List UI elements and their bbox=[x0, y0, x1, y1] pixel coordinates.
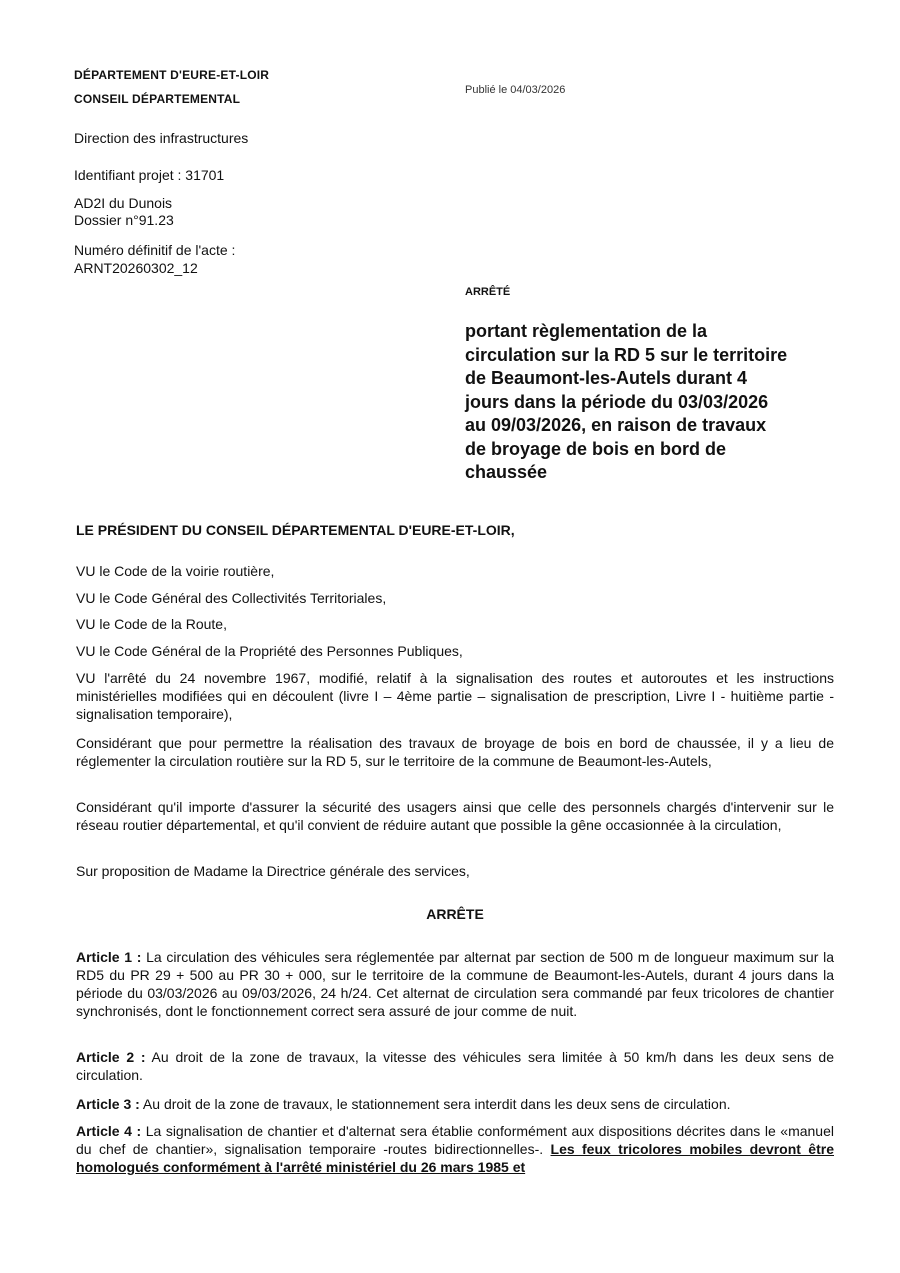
article-3 bbox=[76, 1095, 834, 1113]
proposition-item: Sur proposition de Madame la Directrice générale des services, bbox=[76, 863, 470, 879]
arrete-heading: ARRÊTE bbox=[426, 906, 484, 922]
president-heading: LE PRÉSIDENT DU CONSEIL DÉPARTEMENTAL D'EURE-ET-LOIR, bbox=[76, 522, 515, 538]
title-line: jours dans la période du 03/03/2026 bbox=[465, 391, 769, 412]
title-line: circulation sur la RD 5 sur le territoire bbox=[465, 344, 788, 365]
article-label: Article 3 : bbox=[76, 1096, 140, 1112]
department-heading: DÉPARTEMENT D'EURE-ET-LOIR bbox=[74, 68, 270, 82]
article-underlined-text: Les feux tricolores mobiles devront être homologués conformément à l'arrêté ministériel du 26 mars 1985 et bbox=[76, 1141, 834, 1175]
act-title bbox=[465, 320, 865, 485]
article-text: Au droit de la zone de travaux, le stationnement sera interdit dans les deux sens de circulation. bbox=[139, 1096, 731, 1112]
article-text: La signalisation de chantier et d'alternat sera établie conformément aux dispositions décrites dans le «manuel du chef de chantier», signalisation temporaire -routes bidirectionnelles-. bbox=[76, 1123, 834, 1157]
title-line: au 09/03/2026, en raison de travaux bbox=[465, 415, 767, 435]
dossier-number: Dossier n°91.23 bbox=[74, 212, 174, 228]
article-label: Article 1 : bbox=[76, 949, 142, 965]
act-number-label: Numéro définitif de l'acte : bbox=[74, 242, 236, 258]
visa-item: VU l'arrêté du 24 novembre 1967, modifié, relatif à la signalisation des routes et autoroutes et les instructions ministérielles modifiées qui en découlent (livre I – 4ème partie – signalisation de prescription, Livre I - huitième partie - signalisation temporaire), bbox=[76, 670, 834, 722]
article-label: Article 2 : bbox=[76, 1049, 146, 1065]
article-text: Au droit de la zone de travaux, la vitesse des véhicules sera limitée à 50 km/h dans les deux sens de circulation. bbox=[76, 1049, 834, 1083]
article-label: Article 4 : bbox=[76, 1123, 142, 1139]
article-text: La circulation des véhicules sera réglementée par alternat par section de 500 m de longueur maximum sur la RD5 du PR 29 + 500 au PR 30 + 000, sur le territoire de la commune de Beaumont-les-Autels, durant 4 jours dans la période du 03/03/2026 au 09/03/2026, 24 h/24. Cet alternat de circulation sera commandé par feux tricolores de chantier synchronisés, dont le fonctionnement correct sera assuré de jour comme de nuit. bbox=[76, 949, 834, 1019]
visa-item: VU le Code Général de la Propriété des Personnes Publiques, bbox=[76, 643, 463, 659]
title-line: portant règlementation de la bbox=[465, 321, 708, 341]
agency-label: AD2I du Dunois bbox=[74, 195, 173, 211]
article-2 bbox=[76, 1048, 834, 1084]
visa-item: VU le Code de la Route, bbox=[76, 616, 227, 632]
title-line: chaussée bbox=[465, 462, 548, 482]
title-line: de Beaumont-les-Autels durant 4 bbox=[465, 368, 748, 388]
visa-item: VU le Code de la voirie routière, bbox=[76, 563, 275, 579]
article-4 bbox=[76, 1122, 834, 1176]
direction-label: Direction des infrastructures bbox=[74, 130, 249, 146]
arrete-label: ARRÊTÉ bbox=[465, 286, 511, 298]
considerant-item: Considérant qu'il importe d'assurer la sécurité des usagers ainsi que celle des personnels chargés d'intervenir sur le réseau routier départemental, et qu'il convient de réduire autant que possible la gêne occasionnée à la circulation, bbox=[76, 799, 834, 833]
project-id: Identifiant projet : 31701 bbox=[74, 167, 225, 183]
visa-item: VU le Code Général des Collectivités Territoriales, bbox=[76, 590, 387, 606]
title-line: de broyage de bois en bord de bbox=[465, 438, 727, 459]
council-heading: CONSEIL DÉPARTEMENTAL bbox=[74, 92, 241, 106]
article-1 bbox=[76, 948, 834, 1020]
act-number: ARNT20260302_12 bbox=[74, 260, 198, 276]
considerant-item: Considérant que pour permettre la réalisation des travaux de broyage de bois en bord de chaussée, il y a lieu de réglementer la circulation routière sur la RD 5, sur le territoire de la commune de Beaumont-les-Autels, bbox=[76, 735, 834, 769]
publication-date: Publié le 04/03/2026 bbox=[465, 84, 566, 96]
